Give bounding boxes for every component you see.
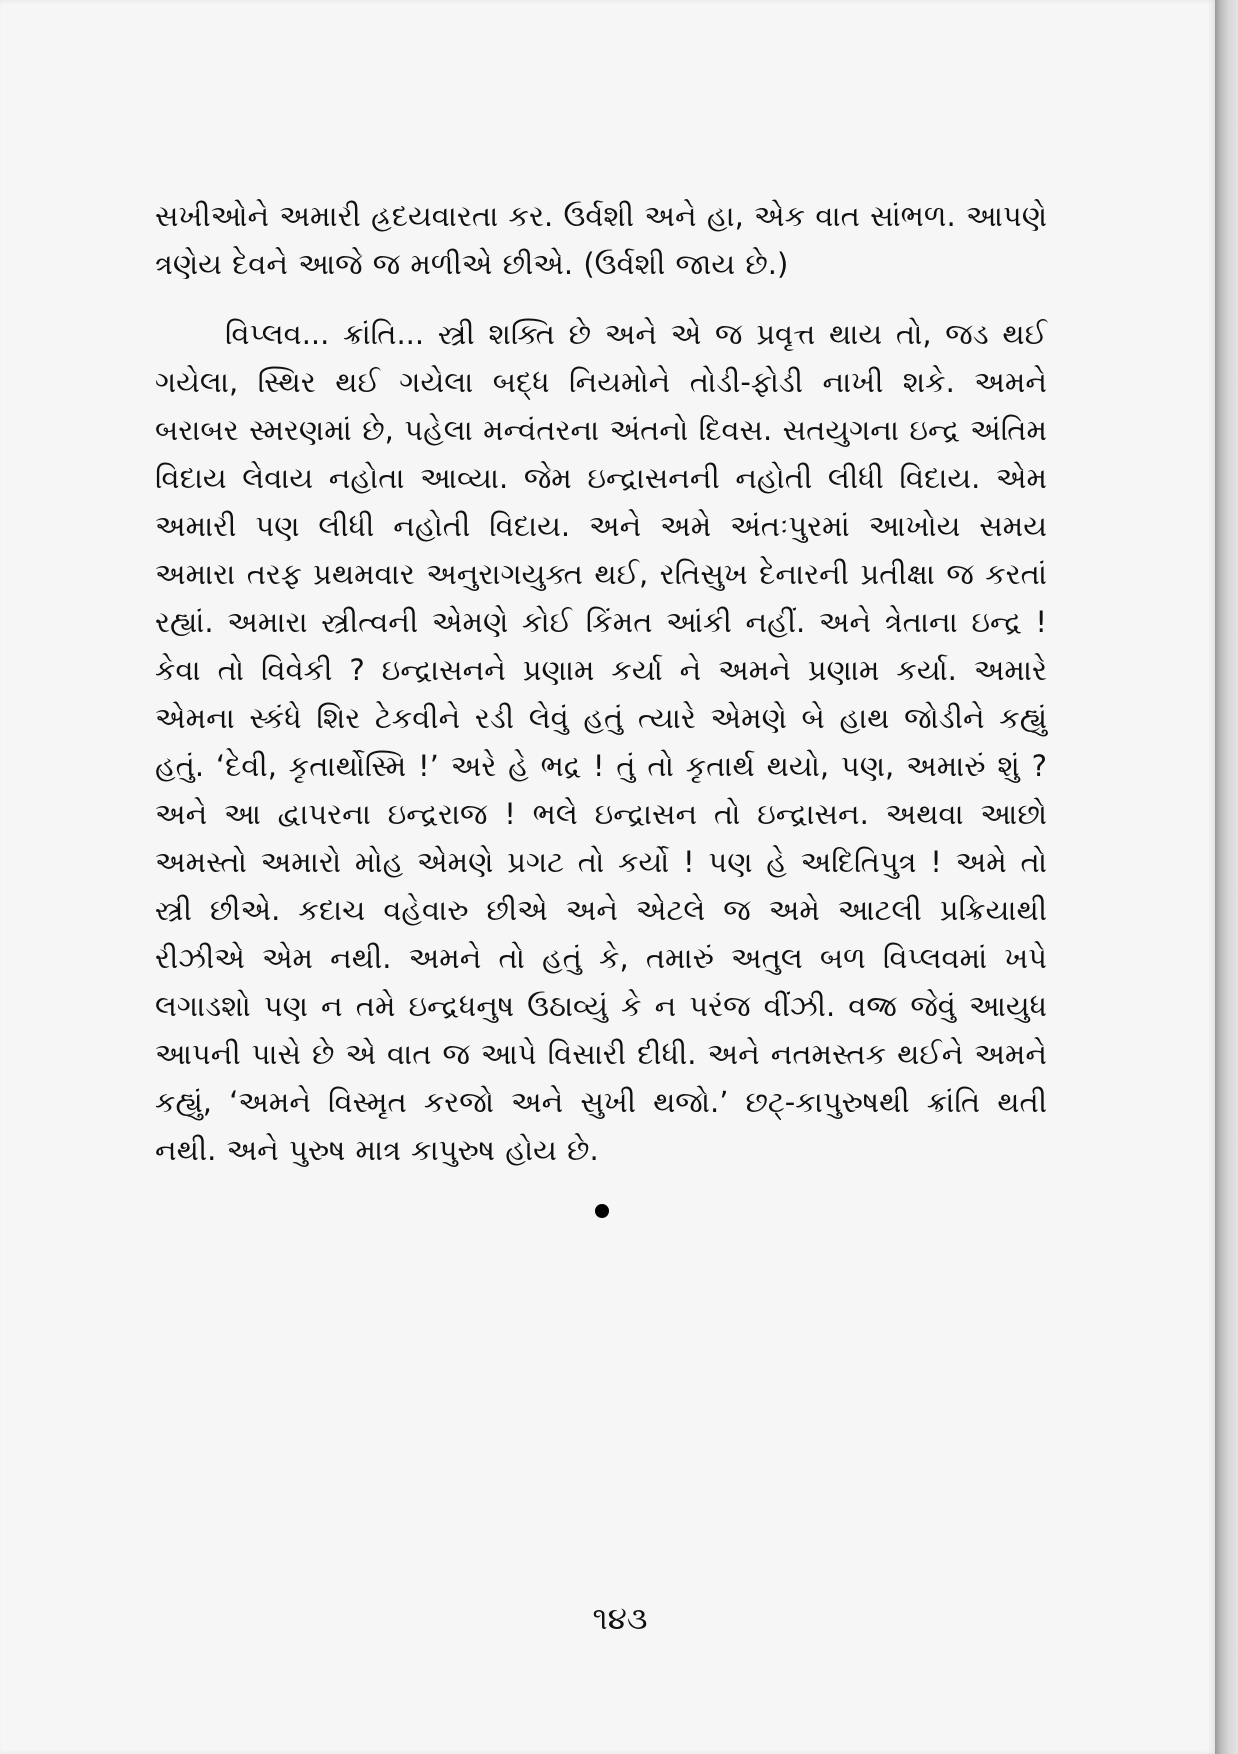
body-text <box>155 192 1047 1174</box>
paragraph-2: વિપ્લવ... ક્રાંતિ... સ્ત્રી શક્તિ છે અને એ જ પ્રવૃત્ત થાય તો, જડ થઈ ગયેલા, સ્થિર થઈ ગયેલા બદ્ધ નિયમોને તોડી-ફોડી નાખી શકે. અમને બરાબર સ્મરણમાં છે, પહેલા મન્વંતરના અંતનો દિવસ. સતયુગના ઇન્દ્ર અંતિમ વિદાય લેવાય નહોતા આવ્યા. જેમ ઇન્દ્રાસનની નહોતી લીધી વિદાય. એમ અમારી પણ લીધી નહોતી વિદાય. અને અમે અંતઃપુરમાં આખોય સમય અમારા તરફ પ્રથમવાર અનુરાગયુક્ત થઈ, રતિસુખ દેનારની પ્રતીક્ષા જ કરતાં રહ્યાં. અમારા સ્ત્રીત્વની એમણે કોઈ કિંમત આંકી નહીં. અને ત્રેતાના ઇન્દ્ર ! કેવા તો વિવેકી ? ઇન્દ્રાસનને પ્રણામ કર્યા ને અમને પ્રણામ કર્યા. અમારે એમના સ્કંધે શિર ટેકવીને રડી લેવું હતું ત્યારે એમણે બે હાથ જોડીને કહ્યું હતું. ‘દેવી, કૃતાર્થોસ્મિ !’ અરે હે ભદ્ર ! તું તો કૃતાર્થ થયો, પણ, અમારું શું ? અને આ દ્વાપરના ઇન્દ્રરાજ ! ભલે ઇન્દ્રાસન તો ઇન્દ્રાસન. અથવા આછો અમસ્તો અમારો મોહ એમણે પ્રગટ તો કર્યો ! પણ હે અદિતિપુત્ર ! અમે તો સ્ત્રી છીએ. કદાચ વહેવારુ છીએ અને એટલે જ અમે આટલી પ્રક્રિયાથી રીઝીએ એમ નથી. અમને તો હતું કે, તમારું અતુલ બળ વિપ્લવમાં ખપે લગાડશો પણ ન તમે ઇન્દ્રધનુષ ઉઠાવ્યું કે ન પરંજ વીંઝી. વજ્ર જેવું આયુધ આપની પાસે છે એ વાત જ આપે વિસારી દીધી. અને નતમસ્તક થઈને અમને કહ્યું, ‘અમને વિસ્મૃત કરજો અને સુખી થજો.’ છટ્-કાપુરુષથી ક્રાંતિ થતી નથી. અને પુરુષ માત્ર કાપુરુષ હોય છે. <box>155 317 1047 1167</box>
section-end-bullet <box>595 1204 609 1218</box>
paragraph-1: સખીઓને અમારી હ્રદયવારતા કર. ઉર્વશી અને હા, એક વાત સાંભળ. આપણે ત્રણેય દેવને આજે જ મળીએ છીએ. (ઉર્વશી જાય છે.) <box>155 199 1047 281</box>
page-number: ૧૪૩ <box>592 1601 648 1637</box>
page-edge <box>1215 0 1238 1754</box>
